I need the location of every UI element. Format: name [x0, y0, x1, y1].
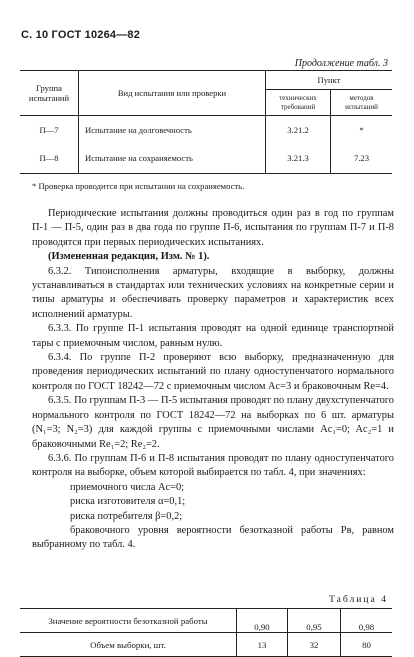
table4-cell: 32 [288, 633, 341, 657]
table3-cell-tech: 3.21.3 [266, 144, 331, 174]
paragraph: 6.3.6. По группам П-6 и П-8 испытания проводят по плану одноступенчатого контроля на выборке, объем которой выбирается по табл. 4, при значениях: [32, 452, 394, 479]
paragraph: 6.3.2. Типоисполнения арматуры, входящие в выборку, должны устанавливаться в стандартах или технических условиях на конкретные серии и типы арматуры и обеспечивать проверку параметров и характеристик всех исполнений арматуры. [32, 265, 394, 320]
table3-cell-type: Испытание на сохраняемость [79, 144, 266, 174]
page-header: С. 10 ГОСТ 10264—82 [21, 29, 141, 41]
table3-cell-tech: 3.21.2 [266, 116, 331, 144]
paragraph: 6.3.3. По группе П-1 испытания проводят на одной единице транспортной тары с приемочным числом, равным нулю. [32, 323, 394, 349]
table-3 [20, 70, 392, 174]
body-text [32, 207, 394, 553]
table-row [20, 609, 392, 633]
amendment-note: (Измененная редакция, Изм. № 1). [48, 251, 210, 263]
table4-cell: 0,98 [341, 609, 393, 633]
table3-cell-methods: 7.23 [331, 144, 393, 174]
table-row [20, 116, 392, 144]
list-item: приемочного числа Ac=0; [70, 481, 185, 493]
list-item: риска потребителя β=0,2; [70, 510, 183, 522]
paragraph: Периодические испытания должны проводиться один раз в год по группам П-1 — П-5, один раз в два года по группе П-6, испытания по группам П-7 и П-8 проводятся при первых периодических испытаниях. [32, 208, 394, 248]
table4-cell: 0,95 [288, 609, 341, 633]
table3-footnote: * Проверка проводится при испытании на сохраняемость. [32, 181, 245, 191]
paragraph: браковочного уровня вероятности безотказной работы Pв, равном выбранному по табл. 4. [32, 524, 394, 551]
table-row [20, 633, 392, 657]
table4-caption: Таблица 4 [328, 594, 388, 605]
table4-row-label: Значение вероятности безотказной работы [20, 609, 237, 633]
table3-header-tech: технических требований [266, 90, 331, 116]
table-row [20, 144, 392, 174]
table3-cell-methods: * [331, 116, 393, 144]
table-continuation-label: Продолжение табл. 3 [294, 58, 388, 69]
table3-header-group: Группа испытаний [20, 71, 79, 116]
table3-header-punkt: Пункт [266, 71, 393, 90]
table3-header-type: Вид испытания или проверки [79, 71, 266, 116]
table3-cell-group: П—7 [20, 116, 79, 144]
paragraph: 6.3.4. По группе П-2 проверяют всю выборку, предназначенную для проведения периодических испытаний по плану одноступенчатого нормального контроля по ГОСТ 18242—72 с приемочным числом Ac=3 и браковочным Re=4. [32, 352, 394, 392]
table4-row-label: Объем выборки, шт. [20, 633, 237, 657]
table3-cell-type: Испытание на долговечность [79, 116, 266, 144]
paragraph: 6.3.5. По группам П-3 — П-5 испытания проводят по плану двухступенчатого нормального контроля по ГОСТ 18242—72 на выборках по 6 шт. арматуры (N₁=3; N₂=3) для каждой группы с приемочными числами Ac₁=0; Ac₂=1 и браковочными Re₁=2; Re₂=2. [32, 395, 394, 450]
table4-cell: 0,90 [237, 609, 288, 633]
table-4 [20, 608, 392, 657]
list-item: риска изготовителя α=0,1; [70, 496, 186, 508]
table4-cell: 80 [341, 633, 393, 657]
table3-header-methods: методов испытаний [331, 90, 393, 116]
table4-cell: 13 [237, 633, 288, 657]
table3-cell-group: П—8 [20, 144, 79, 174]
